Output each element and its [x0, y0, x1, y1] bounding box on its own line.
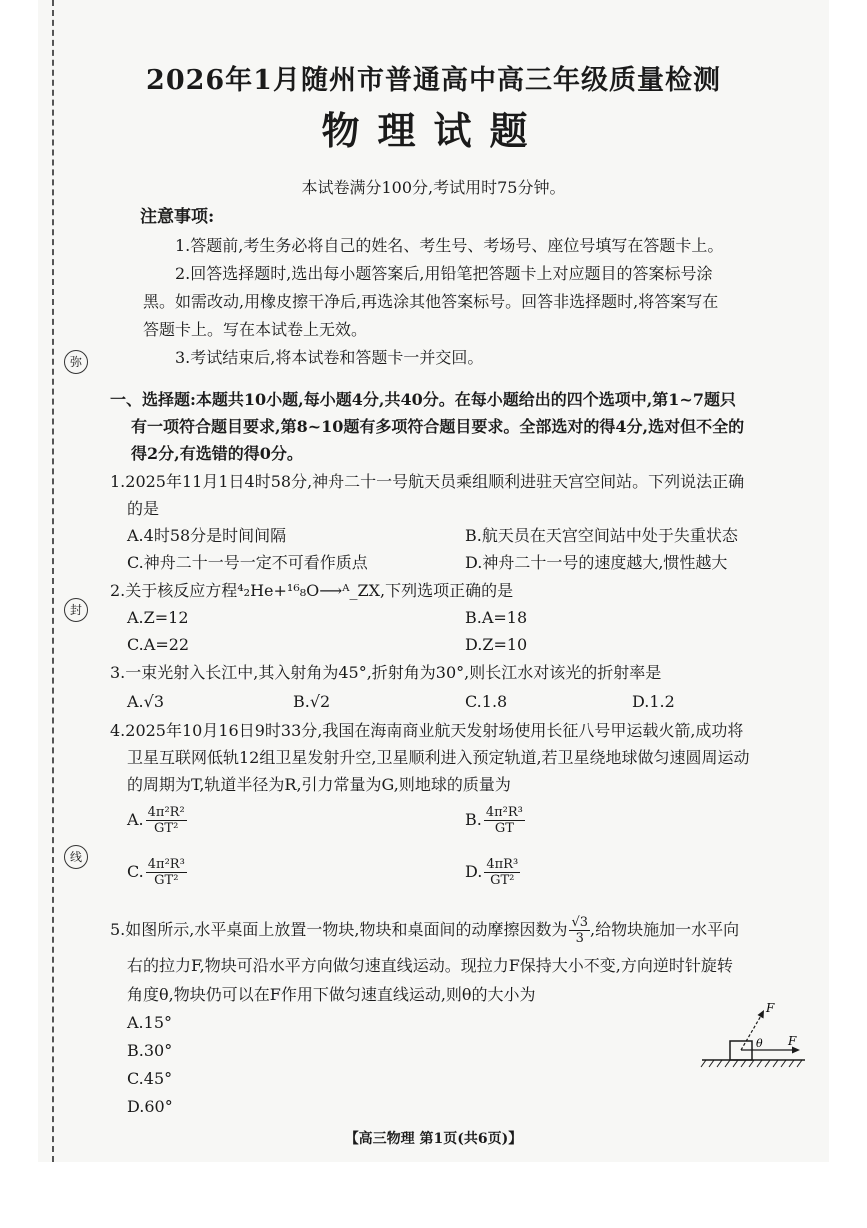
- q2-option-a: A.Z=12: [127, 608, 189, 627]
- q2-stem: 2.关于核反应方程⁴₂He+¹⁶₈O⟶ᴬ_ZX,下列选项正确的是: [110, 581, 514, 600]
- theta-label: θ: [756, 1037, 763, 1050]
- q4-option-c-label: C.: [127, 862, 144, 881]
- q1-stem-2: 的是: [127, 499, 160, 518]
- horizontal-force-label: F: [788, 1034, 797, 1048]
- notice-line-5: 3.考试结束后,将本试卷和答题卡一并交回。: [175, 348, 484, 367]
- q5-option-b: B.30°: [127, 1041, 173, 1060]
- q4-option-d-fraction: $\frac{\text{4πR³}}{\text{GT²}}$: [486, 857, 519, 888]
- q5-option-c: C.45°: [127, 1069, 173, 1088]
- binding-line: [52, 0, 54, 1162]
- q4-option-a-fraction: $\frac{\text{4π²R²}}{\text{GT²}}$: [147, 805, 185, 836]
- q4-option-b-fraction: $\frac{\text{4π²R³}}{GT}$: [485, 805, 523, 836]
- q4-option-c: [127, 857, 187, 888]
- notice-line-3: 黑。如需改动,用橡皮擦干净后,再选涂其他答案标号。回答非选择题时,将答案写在: [143, 292, 719, 311]
- q2-option-d: D.Z=10: [465, 635, 528, 654]
- q2-option-c: C.A=22: [127, 635, 190, 654]
- rotated-force-label: F: [766, 1001, 775, 1015]
- q4-stem-2: 卫星互联网低轨12组卫星发射升空,卫星顺利进入预定轨道,若卫星绕地球做匀速圆周运动: [127, 748, 750, 767]
- section-1-line-3: 得2分,有选错的得0分。: [131, 444, 303, 463]
- q5-mu-fraction: $\frac{√3}{3}$: [571, 915, 589, 946]
- exam-title: 2026年1月随州市普通高中高三年级质量检测: [146, 65, 721, 96]
- binding-mark-feng: 封: [64, 598, 88, 622]
- q5-stem-3: 角度θ,物块仍可以在F作用下做匀速直线运动,则θ的大小为: [127, 985, 536, 1004]
- q4-option-a-label: A.: [127, 810, 144, 829]
- notice-line-1: 1.答题前,考生务必将自己的姓名、考生号、考场号、座位号填写在答题卡上。: [175, 236, 724, 255]
- notice-line-4: 答题卡上。写在本试卷上无效。: [143, 320, 368, 339]
- table-hatching: [701, 1060, 802, 1067]
- q3-option-d: D.1.2: [632, 692, 675, 711]
- q1-option-d: D.神舟二十一号的速度越大,惯性越大: [465, 553, 728, 572]
- q1-option-a: A.4时58分是时间间隔: [127, 526, 287, 545]
- q1-stem-1: 1.2025年11月1日4时58分,神舟二十一号航天员乘组顺利进驻天宫空间站。下列说法正确: [110, 472, 745, 491]
- notice-line-2: 2.回答选择题时,选出每小题答案后,用铅笔把答题卡上对应题目的答案标号涂: [175, 264, 713, 283]
- exam-subtitle: 物理试题: [321, 108, 546, 153]
- q5-stem-1: 5.如图所示,水平桌面上放置一物块,物块和桌面间的动摩擦因数为 $\frac{√3}{3}$ ,给物块施加一水平向: [110, 915, 740, 946]
- q4-option-d: [465, 857, 520, 888]
- q4-stem-1: 4.2025年10月16日9时33分,我国在海南商业航天发射场使用长征八号甲运载火箭,成功将: [110, 721, 744, 740]
- q4-stem-3: 的周期为T,轨道半径为R,引力常量为G,则地球的质量为: [127, 775, 511, 794]
- q1-option-b: B.航天员在天宫空间站中处于失重状态: [465, 526, 738, 545]
- q3-option-b: B.√2: [293, 692, 331, 711]
- q3-option-c: C.1.8: [465, 692, 508, 711]
- q4-option-b-label: B.: [465, 810, 482, 829]
- q4-option-d-label: D.: [465, 862, 483, 881]
- exam-info: 本试卷满分100分,考试用时75分钟。: [301, 178, 566, 197]
- section-1-line-2: 有一项符合题目要求,第8~10题有多项符合题目要求。全部选对的得4分,选对但不全的: [131, 417, 745, 436]
- q5-stem-2: 右的拉力F,物块可沿水平方向做匀速直线运动。现拉力F保持大小不变,方向逆时针旋转: [127, 956, 733, 975]
- q4-option-a: [127, 805, 187, 836]
- section-1-line-1: 一、选择题:本题共10小题,每小题4分,共40分。在每小题给出的四个选项中,第1~7题只: [110, 390, 736, 409]
- q3-option-a: A.√3: [127, 692, 165, 711]
- q4-option-b: [465, 805, 525, 836]
- notice-heading: 注意事项:: [140, 207, 215, 227]
- q5-option-d: D.60°: [127, 1097, 173, 1116]
- q5-force-diagram: [700, 1000, 810, 1075]
- q1-option-c: C.神舟二十一号一定不可看作质点: [127, 553, 368, 572]
- binding-mark-mi: 弥: [64, 350, 88, 374]
- q4-option-c-fraction: $\frac{\text{4π²R³}}{\text{GT²}}$: [147, 857, 185, 888]
- q2-option-b: B.A=18: [465, 608, 528, 627]
- binding-mark-xian: 线: [64, 845, 88, 869]
- rotated-force-arrowhead: [758, 1010, 765, 1019]
- q3-stem: 3.一束光射入长江中,其入射角为45°,折射角为30°,则长江水对该光的折射率是: [110, 663, 662, 682]
- q5-option-a: A.15°: [127, 1013, 172, 1032]
- page-footer: 【高三物理 第1页(共6页)】: [344, 1131, 523, 1147]
